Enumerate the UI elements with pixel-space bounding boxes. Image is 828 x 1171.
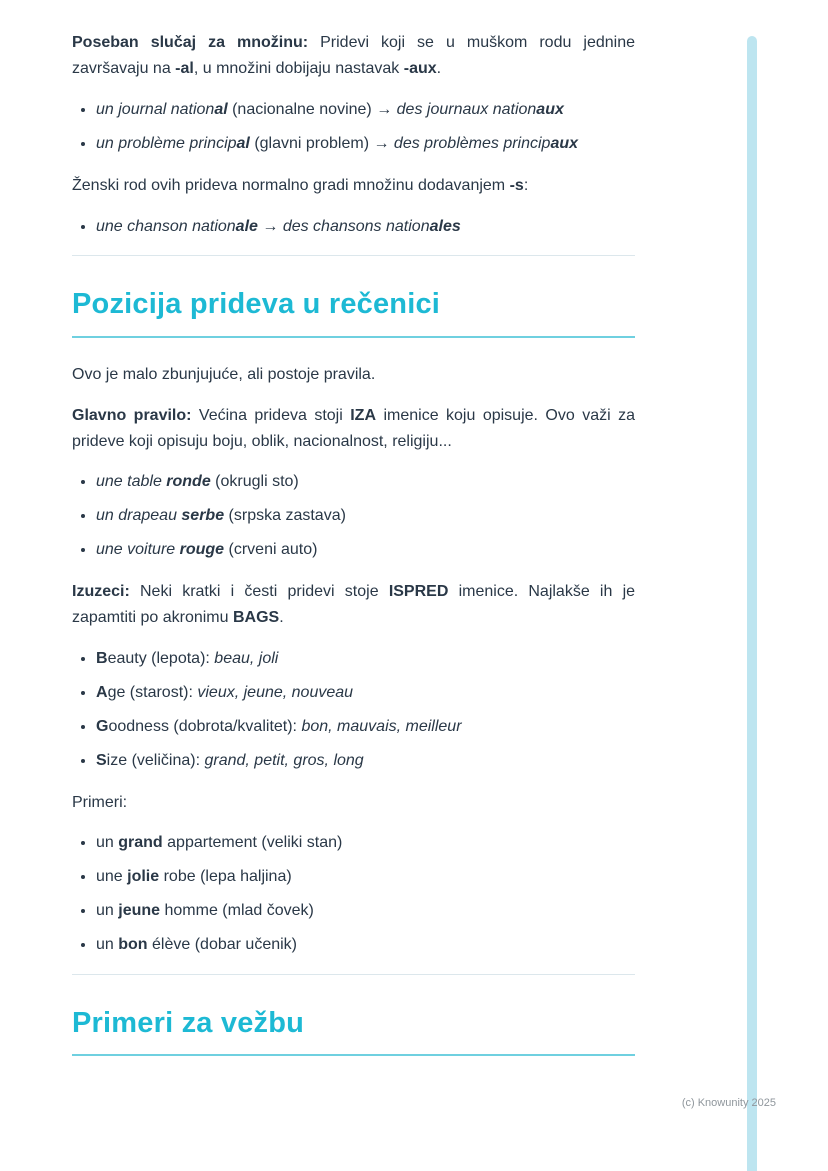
bullet-list xyxy=(72,97,635,157)
text-segment: S xyxy=(96,751,107,769)
list-item xyxy=(96,932,635,958)
list-item xyxy=(96,748,635,774)
text-segment: (glavni problem) → xyxy=(249,134,394,152)
text-segment: imenice. Najlakše ih je zapamtiti po akronimu xyxy=(72,583,636,627)
text-segment: : xyxy=(523,176,529,194)
text-segment: ale xyxy=(235,217,258,235)
text-segment: un xyxy=(96,936,119,954)
text-segment: une voiture xyxy=(96,541,180,559)
text-segment: Neki kratki i česti pridevi stoje xyxy=(140,583,389,601)
text-segment: (srpska zastava) xyxy=(224,507,346,525)
text-segment: . xyxy=(436,59,442,77)
text-segment: (okrugli sto) xyxy=(210,473,299,491)
text-segment: une xyxy=(96,868,128,886)
text-segment: une table xyxy=(96,473,167,491)
list-item xyxy=(96,469,635,495)
list-item xyxy=(96,864,635,890)
text-segment: BAGS xyxy=(232,609,280,627)
list-item xyxy=(96,97,635,123)
text-segment: Primeri: xyxy=(72,793,128,811)
text-segment: rouge xyxy=(179,541,225,559)
list-item xyxy=(96,680,635,706)
bullet-list xyxy=(72,830,635,958)
text-segment: Pridevi koji se u muškom rodu jednine završavaju na xyxy=(72,34,635,77)
page-edge-accent-bar xyxy=(747,36,757,1171)
paragraph xyxy=(72,579,635,631)
list-item xyxy=(96,714,635,740)
list-item xyxy=(96,830,635,856)
text-segment: élève (dobar učenik) xyxy=(147,936,297,954)
bullet-list xyxy=(72,469,635,563)
text-segment: bon xyxy=(118,936,148,954)
content-blocks xyxy=(72,30,635,1080)
text-segment: IZA xyxy=(350,406,377,424)
text-segment: Ženski rod ovih prideva normalno gradi množinu dodavanjem xyxy=(72,176,510,194)
bullet-list xyxy=(72,214,635,240)
paragraph xyxy=(72,362,635,388)
text-segment: des journaux nation xyxy=(396,100,537,118)
text-segment: ronde xyxy=(166,473,211,491)
text-segment: , u množini dobijaju nastavak xyxy=(193,59,404,77)
section-heading: Pozicija prideva u rečenici xyxy=(72,286,635,337)
paragraph xyxy=(72,30,635,82)
text-segment: A xyxy=(96,683,108,701)
text-segment: Većina prideva stoji xyxy=(198,406,351,424)
bullet-list xyxy=(72,646,635,774)
text-segment: serbe xyxy=(181,507,225,525)
text-segment: (nacionalne novine) → xyxy=(227,100,397,118)
paragraph xyxy=(72,173,635,199)
text-segment: -s xyxy=(509,176,524,194)
text-segment: Ovo je malo zbunjujuće, ali postoje pravila. xyxy=(72,365,376,383)
text-segment: un journal nation xyxy=(96,100,215,118)
list-item xyxy=(96,131,635,157)
text-segment: aux xyxy=(550,134,579,152)
paragraph xyxy=(72,790,635,816)
text-segment: un problème princip xyxy=(96,134,237,152)
text-segment: ize (veličina): xyxy=(106,751,205,769)
text-segment: . xyxy=(279,609,284,627)
list-item xyxy=(96,503,635,529)
list-item xyxy=(96,537,635,563)
text-segment: (crveni auto) xyxy=(224,541,318,559)
text-segment: bon, mauvais, meilleur xyxy=(301,717,462,735)
text-segment: des chansons nation xyxy=(282,217,430,235)
list-item xyxy=(96,646,635,672)
text-segment: B xyxy=(96,649,108,667)
text-segment: robe (lepa haljina) xyxy=(159,868,292,886)
text-segment: G xyxy=(96,717,109,735)
text-segment: -aux xyxy=(403,59,437,77)
footer-credit: (c) Knowunity 2025 xyxy=(681,1097,776,1109)
text-segment: eauty (lepota): xyxy=(107,649,215,667)
text-segment: al xyxy=(214,100,228,118)
section-heading: Primeri za vežbu xyxy=(72,1005,635,1056)
text-segment: un xyxy=(96,834,119,852)
text-segment: un drapeau xyxy=(96,507,182,525)
text-segment: un xyxy=(96,902,119,920)
text-segment: ISPRED xyxy=(388,583,449,601)
section-divider xyxy=(72,974,635,975)
text-segment: Poseban slučaj za množinu: xyxy=(72,34,321,51)
text-segment: Glavno pravilo: xyxy=(72,406,199,424)
text-segment: al xyxy=(236,134,250,152)
list-item xyxy=(96,214,635,240)
text-segment: appartement (veliki stan) xyxy=(162,834,343,852)
text-segment: jeune xyxy=(118,902,161,920)
text-segment: grand, petit, gros, long xyxy=(204,751,364,769)
text-segment: une chanson nation xyxy=(96,217,236,235)
text-segment: homme (mlad čovek) xyxy=(160,902,314,920)
text-segment: → xyxy=(257,217,283,235)
text-segment: -al xyxy=(175,59,194,77)
list-item xyxy=(96,898,635,924)
text-segment: vieux, jeune, nouveau xyxy=(197,683,354,701)
text-segment: des problèmes princip xyxy=(393,134,551,152)
text-segment: ge (starost): xyxy=(107,683,198,701)
text-segment: aux xyxy=(536,100,564,118)
text-segment: imenice koju opisuje. Ovo važi za prideve koji opisuju boju, oblik, nacionalnost, religiju... xyxy=(72,406,636,450)
paragraph xyxy=(72,403,635,455)
text-segment: ales xyxy=(429,217,461,235)
text-segment: Izuzeci: xyxy=(72,583,140,601)
text-segment: jolie xyxy=(127,868,160,886)
section-divider xyxy=(72,255,635,256)
text-segment: beau, joli xyxy=(214,649,279,667)
text-segment: oodness (dobrota/kvalitet): xyxy=(108,717,302,735)
text-segment: grand xyxy=(118,834,163,852)
